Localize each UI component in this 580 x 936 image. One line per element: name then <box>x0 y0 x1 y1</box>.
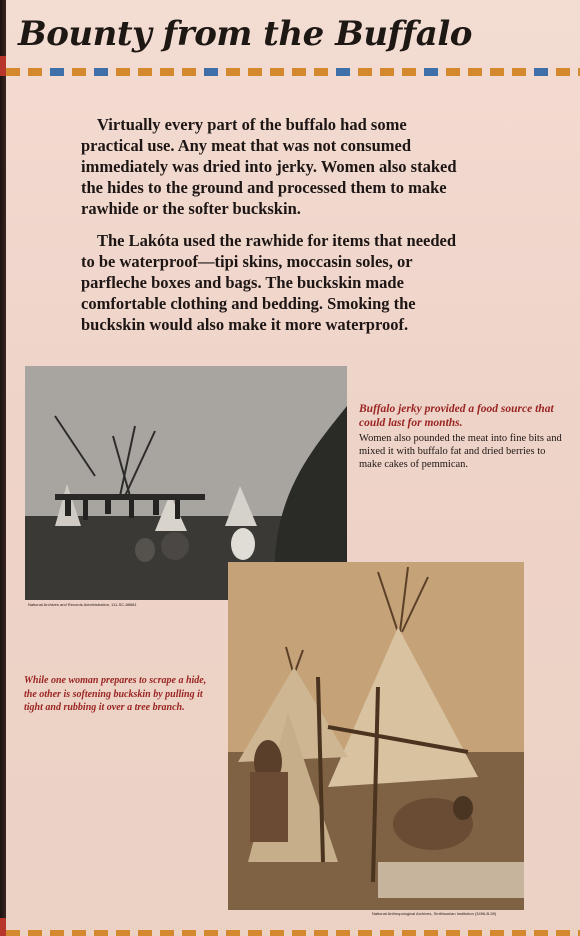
panel-title: Bounty from the Buffalo <box>18 14 472 54</box>
dash-blue <box>424 68 438 76</box>
paragraph-1-text: Virtually every part of the buffalo had some practical use. Any meat that was not consumed immediately was dried into jerky. Women also staked the hides to the ground and processed them to make rawhide or the softer buckskin. <box>81 115 457 218</box>
dash-blue <box>50 68 64 76</box>
caption-bottom: While one woman prepares to scrape a hide, the other is softening buckskin by pulling it tight and rubbing it over a tree branch. <box>24 675 207 713</box>
body-paragraph-1 <box>81 114 461 219</box>
paragraph-2-text: The Lakóta used the rawhide for items that needed to be waterproof—tipi skins, moccasin soles, or parfleche boxes and bags. The buckskin made comfortable clothing and bedding. Smoking the buckskin would also make it more waterproof. <box>81 231 457 334</box>
decorative-dash-border-bottom <box>6 930 580 936</box>
dash-blue <box>204 68 218 76</box>
dash-blue <box>534 68 548 76</box>
photo-women-tanning-hides <box>228 562 524 910</box>
decorative-dash-border-top <box>6 68 580 76</box>
dash-blue <box>94 68 108 76</box>
photo-2-credit: National Anthropological Archives, Smithsonian Institution (3496-B-59) <box>372 911 497 916</box>
caption-top-heading: Buffalo jerky provided a food source that could last for months. <box>359 403 554 429</box>
caption-top-body: Women also pounded the meat into fine bits and mixed it with buffalo fat and dried berries to make cakes of pemmican. <box>359 433 562 470</box>
photo-1-credit: National Archives and Records Administration, 111-SC-88681 <box>28 602 137 607</box>
photo-2-illustration <box>228 562 524 910</box>
dash-blue <box>336 68 350 76</box>
body-paragraph-2 <box>81 230 461 335</box>
